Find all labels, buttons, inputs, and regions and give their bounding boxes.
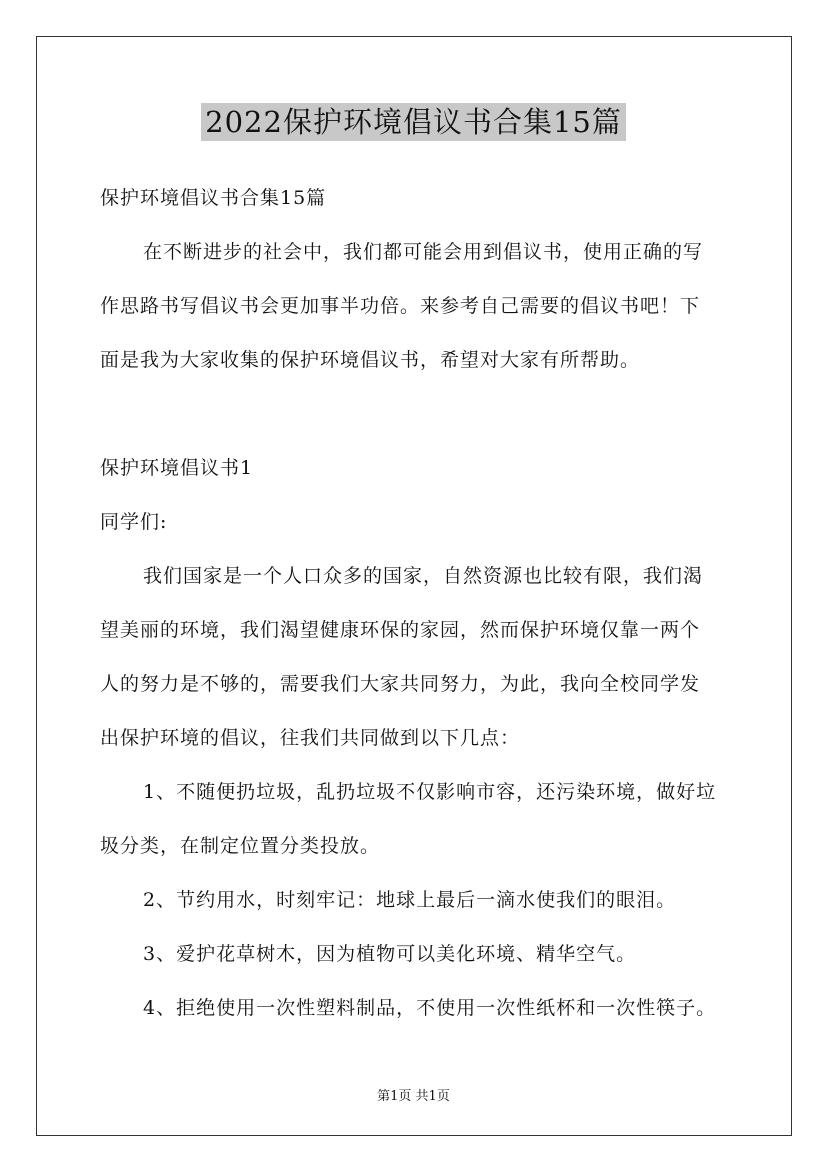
body-line: 我们国家是一个人口众多的国家，自然资源也比较有限，我们渴 [143, 565, 704, 587]
body-line: 出保护环境的倡议，往我们共同做到以下几点： [100, 727, 521, 749]
intro-line: 面是我为大家收集的保护环境倡议书，希望对大家有所帮助。 [100, 349, 641, 371]
section-title: 保护环境倡议书1 [100, 457, 254, 479]
salutation: 同学们: [100, 511, 168, 533]
point-line: 圾分类，在制定位置分类投放。 [100, 835, 381, 857]
intro-line: 作思路书写倡议书会更加事半功倍。来参考自己需要的倡议书吧！下 [100, 295, 701, 317]
point-line: 1、不随便扔垃圾，乱扔垃圾不仅影响市容，还污染环境，做好垃 [143, 781, 717, 803]
title-text: 2022保护环境倡议书合集15篇 [201, 103, 626, 141]
point-line: 2、节约用水，时刻牢记：地球上最后一滴水使我们的眼泪。 [143, 889, 677, 911]
document-title [0, 100, 827, 141]
body-line: 望美丽的环境，我们渴望健康环保的家园，然而保护环境仅靠一两个 [100, 619, 701, 641]
body-line: 人的努力是不够的，需要我们大家共同努力，为此，我向全校同学发 [100, 673, 701, 695]
subtitle: 保护环境倡议书合集15篇 [100, 187, 327, 209]
intro-line: 在不断进步的社会中，我们都可能会用到倡议书，使用正确的写 [143, 241, 704, 263]
page-footer: 第1页 共1页 [377, 1089, 450, 1104]
point-line: 3、爱护花草树木，因为植物可以美化环境、精华空气。 [143, 943, 637, 965]
point-line: 4、拒绝使用一次性塑料制品，不使用一次性纸杯和一次性筷子。 [143, 997, 717, 1019]
